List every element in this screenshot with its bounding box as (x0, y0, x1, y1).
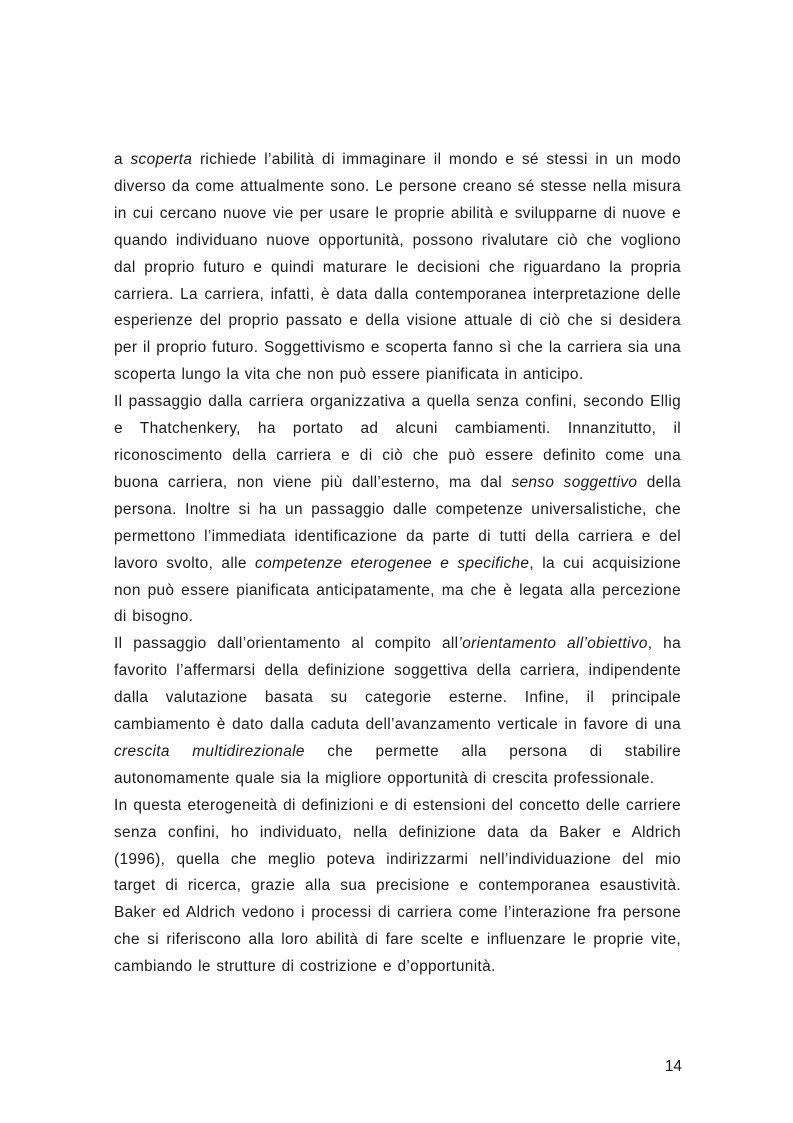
paragraph-4 (114, 793, 681, 981)
text-segment: , la cui acquisizione non può essere pianificata anticipatamente, ma che è legata alla percezione di bisogno. (114, 554, 682, 626)
text-segment: , ha favorito l’affermarsi della definizione soggettiva della carriera, indipendente dalla valutazione basata su categorie esterne. Infine, il principale cambiamento è dato dalla caduta dell’avanzamento verticale in favore di una (114, 635, 681, 734)
text-segment: Il passaggio dall’orientamento al compito all (114, 635, 459, 653)
paragraph-2 (114, 389, 681, 631)
page-number: 14 (664, 1058, 682, 1075)
italic-term: ’orientamento all’obiettivo (458, 635, 648, 653)
body-text (114, 147, 681, 981)
paragraph-3 (114, 631, 681, 792)
text-segment: a (114, 151, 131, 168)
text-segment: che permette alla persona di stabilire autonomamente quale sia la migliore opportunità di crescita professionale. (114, 742, 681, 787)
paragraph-1 (114, 147, 681, 389)
italic-term: competenze eterogenee e specifiche (255, 554, 530, 572)
text-segment: Il passaggio dalla carriera organizzativa a quella senza confini, secondo Ellig e Thatchenkery, ha portato ad alcuni cambiamenti. Innanzitutto, il riconoscimento della carriera e di ciò che può essere definito come una buona carriera, non viene più dall’esterno, ma dal (114, 393, 681, 491)
italic-term: scoperta (130, 151, 193, 168)
italic-term: senso soggettivo (511, 473, 638, 491)
text-segment: della persona. Inoltre si ha un passaggio dalle competenze universalistiche, che permettono l’immediata identificazione da parte di tutti della carriera e del lavoro svolto, alle (114, 473, 681, 572)
italic-term: crescita multidirezionale (114, 742, 305, 760)
text-segment: In questa eterogeneità di definizioni e di estensioni del concetto delle carriere senza confini, ho individuato, nella definizione data da Baker e Aldrich (1996), quella che meglio poteva indirizzarmi nell’individuazione del mio target di ricerca, grazie alla sua precisione e contemporanea esaustività. Baker ed Aldrich vedono i processi di carriera come l’interazione fra persone che si riferiscono alla loro abilità di fare scelte e influenzare le proprie vite, cambiando le strutture di costrizione e d’opportunità. (114, 796, 681, 976)
text-segment: richiede l’abilità di immaginare il mondo e sé stessi in un modo diverso da come attualmente sono. Le persone creano sé stesse nella misura in cui cercano nuove vie per usare le proprie abilità e svilupparne di nuove e quando individuano nuove opportunità, possono rivalutare ciò che vogliono dal proprio futuro e quindi maturare le decisioni che riguardano la propria carriera. La carriera, infatti, è data dalla contemporanea interpretazione delle esperienze del proprio passato e della visione attuale di ciò che si desidera per il proprio futuro. Soggettivismo e scoperta fanno sì che la carriera sia una scoperta lungo la vita che non può essere pianificata in anticipo. (114, 151, 681, 384)
